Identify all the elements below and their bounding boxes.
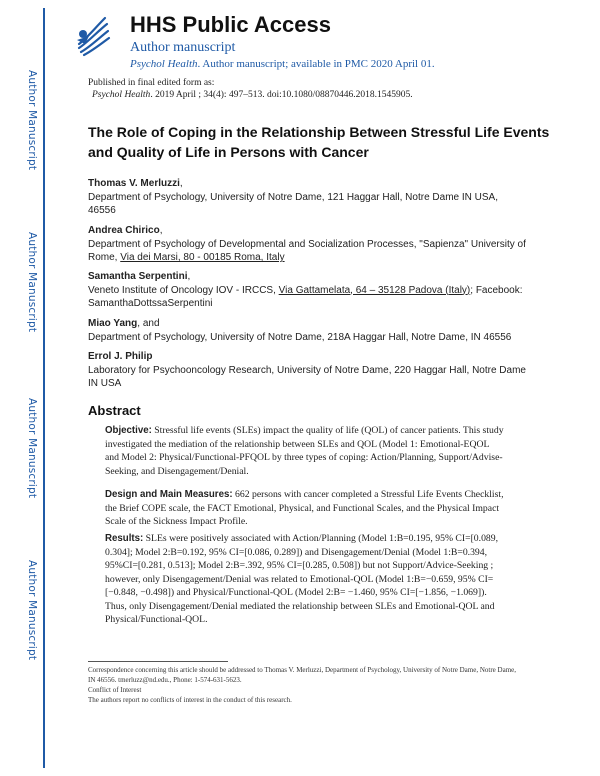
article-title: The Role of Coping in the Relationship Between Stressful Life Events and Quality of Life in Persons with Cancer	[88, 124, 550, 160]
author-affiliation: Department of Psychology, University of Notre Dame, 218A Haggar Hall, Notre Dame, IN 46556	[88, 331, 512, 343]
published-label: Published in final edited form as:	[88, 78, 215, 88]
author-name: Samantha Serpentini	[88, 271, 188, 282]
author-name: Thomas V. Merluzzi	[88, 178, 180, 189]
address-link[interactable]: Via Gattamelata, 64 – 35128 Padova (Italy)	[278, 284, 471, 296]
sidebar-label-1: Author Manuscript	[26, 70, 38, 171]
hhs-eagle-icon	[73, 14, 113, 58]
results-label: Results:	[105, 533, 144, 544]
author-block-4	[88, 317, 528, 344]
sidebar-label-2: Author Manuscript	[26, 232, 38, 333]
author-block-2	[88, 224, 528, 265]
author-block-5	[88, 350, 528, 391]
conflict-heading: Conflict of Interest	[88, 686, 142, 694]
sidebar-rule	[43, 8, 45, 768]
author-suffix: , and	[137, 318, 160, 329]
author-name: Errol J. Philip	[88, 351, 153, 362]
abstract-design	[105, 488, 505, 529]
address-link[interactable]: Via dei Marsi, 80 - 00185 Roma, Italy	[120, 252, 285, 263]
author-block-3	[88, 270, 528, 311]
author-name: Andrea Chirico	[88, 225, 160, 236]
author-block-1	[88, 177, 528, 218]
objective-text: Stressful life events (SLEs) impact the quality of life (QOL) of cancer patients. This study investigated the mediation of the relationship between SLEs and QOL (Model 1: Emotional-EQOL and Model 2: Physical/Functional-PFQOL by three types of coping: Action/Planning, Support/Advise-Seeking, and Disengagement/Denial.	[105, 425, 504, 477]
availability-line	[130, 58, 435, 70]
conflict-text: The authors report no conflicts of interest in the conduct of this research.	[88, 696, 292, 704]
journal-name: Psychol Health	[130, 58, 198, 70]
results-text: SLEs were positively associated with Action/Planning (Model 1:B=0.195, 95% CI=[0.089, 0.304]; Model 2:B=0.192, 95% CI=[0.086, 0.289]) and Disengagement/Denial (Model 1:B=0.394, 95%CI=[0.281, 0.513]; Model 2:B=.392, 95% CI=[0.285, 0.508]) but not Support/Advice-Seeking ; however, only Disengagement/Denial was related to Emotional-QOL (Model 1:B=−0.659, 95% CI=[−0.848, −0.498]) and Physical/Functional-QOL (Model 2:B= −1.460, 95% CI=[−1.856, −1.069]). Thus, only Disengagement/Denial mediated the relationship between SLEs and Emotional-QOL and Physical/Functional-QOL.	[105, 533, 499, 625]
author-name: Miao Yang	[88, 318, 138, 329]
author-manuscript-label: Author manuscript	[130, 40, 236, 55]
abstract-heading: Abstract	[88, 403, 141, 418]
author-affiliation: Department of Psychology, University of Notre Dame, 121 Haggar Hall, Notre Dame IN USA, 46556	[88, 191, 498, 216]
footnote-rule	[88, 661, 228, 662]
design-text: 662 persons with cancer completed a Stressful Life Events Checklist, the Brief COPE scale, the FACT Emotional, Physical, and Functional Scales, and the Physical Impact Scale of the Sickness Impact Profile.	[105, 489, 504, 527]
design-label: Design and Main Measures:	[105, 489, 233, 500]
author-suffix: ,	[179, 178, 183, 189]
author-affiliation: Department of Psychology of Developmental and Socialization Processes, "Sapienza" University of Rome,	[88, 238, 526, 263]
sidebar-label-3: Author Manuscript	[26, 398, 38, 499]
correspondence-note: Correspondence concerning this article should be addressed to Thomas V. Merluzzi, Department of Psychology, University of Notre Dame, Notre Dame, IN 46556. tmerluzz@nd.edu., Phone: 1-574-631-5623.	[88, 666, 516, 684]
citation-details: . 2019 April ; 34(4): 497–513. doi:10.1080/08870446.2018.1545905.	[150, 90, 413, 100]
abstract-results	[105, 532, 505, 627]
availability-text: . Author manuscript; available in PMC 2020 April 01.	[197, 58, 435, 70]
author-affiliation: Laboratory for Psychooncology Research, University of Notre Dame, 220 Haggar Hall, Notre Dame IN USA	[88, 364, 526, 389]
sidebar-label-4: Author Manuscript	[26, 560, 38, 661]
objective-label: Objective:	[105, 425, 152, 436]
author-suffix: ,	[187, 271, 191, 282]
author-affiliation: Veneto Institute of Oncology IOV - IRCCS,	[88, 284, 279, 296]
author-affiliation-extra: ; Facebook: SamanthaDottssaSerpentini	[88, 284, 523, 309]
hhs-public-access-title: HHS Public Access	[130, 12, 331, 37]
citation	[92, 90, 413, 100]
author-suffix: ,	[159, 225, 163, 236]
citation-journal: Psychol Health	[92, 90, 151, 100]
abstract-objective	[105, 424, 505, 478]
